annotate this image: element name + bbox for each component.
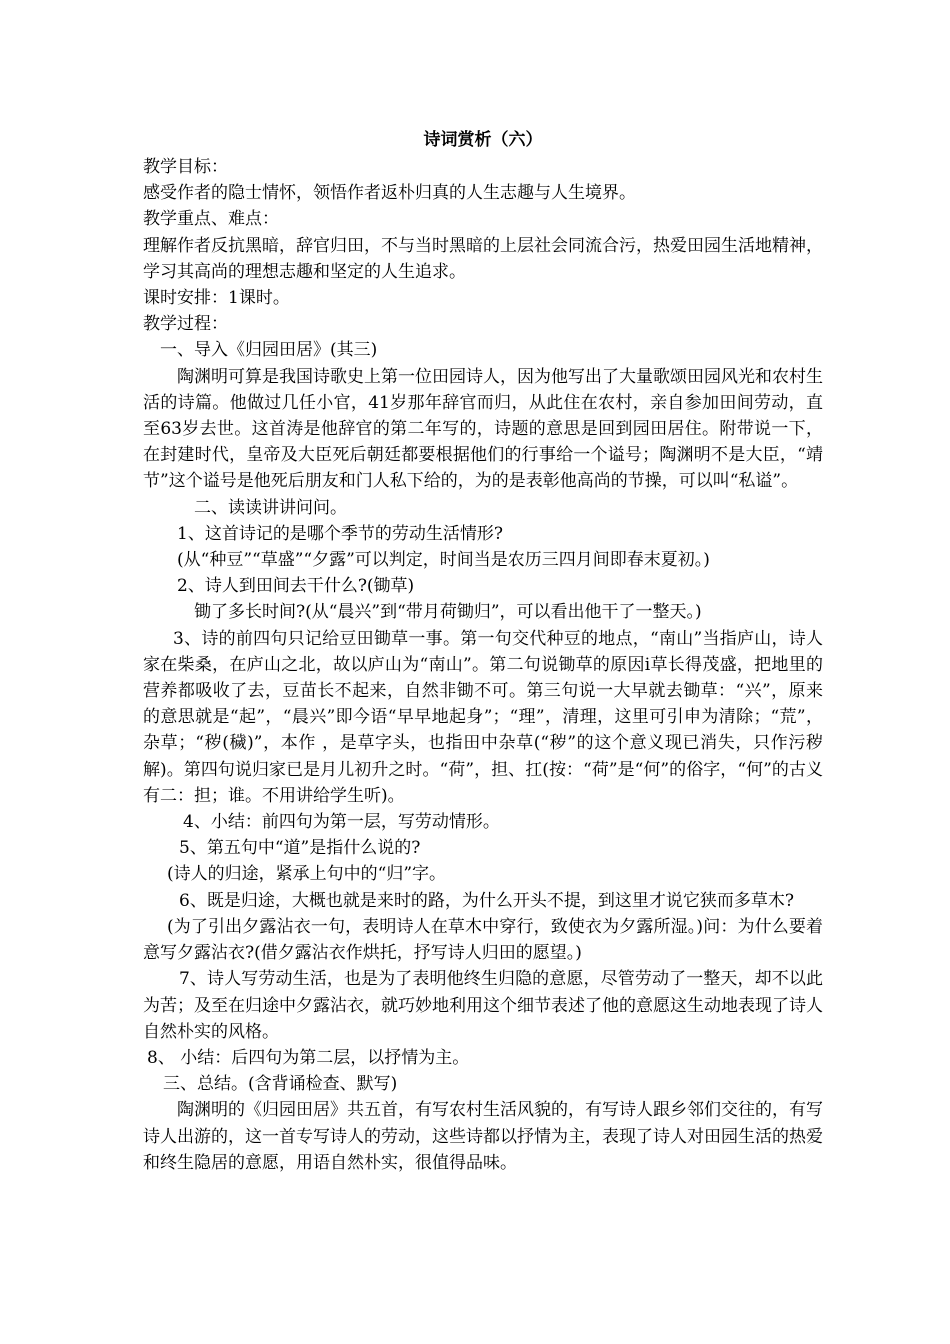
question-2: 2、诗人到田间去干什么?(锄草) xyxy=(177,576,415,597)
document-title: 诗词赏析（六） xyxy=(423,130,543,150)
objective-heading: 教学目标： xyxy=(143,157,228,177)
key-points-text: 理解作者反抗黑暗，辞官归田，不与当时黑暗的上层社会同流合污，热爱田园生活地精神，学习其高尚的理想志趣和坚定的人生追求。 xyxy=(143,235,823,282)
objective-text: 感受作者的隐士情怀，领悟作者返朴归真的人生志趣与人生境界。 xyxy=(143,183,636,204)
question-4: 4、小结：前四句为第一层，写劳动情形。 xyxy=(183,812,500,833)
document-body xyxy=(143,126,823,1176)
answer-6: (为了引出夕露沾衣一句，表明诗人在草木中穿行，致使衣为夕露所湿。)问：为什么要着意写夕露沾衣?(借夕露沾衣作烘托，抒写诗人归田的愿望。) xyxy=(143,916,823,964)
section-3-heading: 三、总结。(含背诵检查、默写) xyxy=(163,1074,398,1095)
answer-1: (从“种豆”“草盛”“夕露”可以判定，时间当是农历三四月间即春末夏初。) xyxy=(177,550,710,571)
section-1-paragraph: 陶渊明可算是我国诗歌史上第一位田园诗人，因为他写出了大量歌颂田园风光和农村生活的诗篇。他做过几任小官，41岁那年辞官而归，从此住在农村，亲自参加田间劳动，直至63岁去世。这首涛是他辞官的第二年写的，诗题的意思是回到园田居住。附带说一下，在封建时代，皇帝及大臣死后朝廷都要根据他们的行事给一个谥号；陶渊明不是大臣，“靖节”这个谥号是他死后朋友和门人私下给的，为的是表彰他高尚的节操，可以叫“私谥”。 xyxy=(143,366,823,492)
section-2-heading: 二、读读讲讲问问。 xyxy=(194,497,347,518)
schedule-text: 课时安排：1课时。 xyxy=(143,288,290,309)
question-2-followup: 锄了多长时间?(从“晨兴”到“带月荷锄归”，可以看出他干了一整天。) xyxy=(194,602,702,623)
question-1: 1、这首诗记的是哪个季节的劳动生活情形? xyxy=(177,523,503,544)
question-3: 3、诗的前四句只记给豆田锄草一事。第一句交代种豆的地点，“南山”当指庐山，诗人家在柴桑，在庐山之北，故以庐山为“南山”。第二句说锄草的原因i草长得茂盛，把地里的营养都吸收了去，豆苗长不起来，自然非锄不可。第三句说一大早就去锄草：“兴”，原来的意思就是“起”，“晨兴”即今语“早早地起身”；“理”，清理，这里可引申为清除；“荒”，杂草；“秽(穢)”，本作 ，是草字头，也指田中杂草(“秽”的这个意义现已消失，只作污秽解)。第四句说归家已是月儿初升之时。“荷”，担、扛(按：“荷”是“何”的俗字，“何”的古义有二：担；谁。不用讲给学生听)。 xyxy=(143,628,823,806)
question-7: 7、诗人写劳动生活，也是为了表明他终生归隐的意愿，尽管劳动了一整天，却不以此为苦；及至在归途中夕露沾衣，就巧妙地利用这个细节表述了他的意愿这生动地表现了诗人自然朴实的风格。 xyxy=(143,969,823,1042)
key-points-heading: 教学重点、难点： xyxy=(143,209,279,230)
question-8: 8、 小结：后四句为第二层，以抒情为主。 xyxy=(147,1047,470,1068)
question-6: 6、既是归途，大概也就是来时的路，为什么开头不提，到这里才说它狭而多草木? xyxy=(179,890,794,911)
process-heading: 教学过程： xyxy=(143,314,228,335)
section-3-paragraph: 陶渊明的《归园田居》共五首，有写农村生活风貌的，有写诗人跟乡邻们交往的，有写诗人出游的，这一首专写诗人的劳动，这些诗都以抒情为主，表现了诗人对田园生活的热爱和终生隐居的意愿，用语自然朴实，很值得品味。 xyxy=(143,1100,823,1173)
section-1-heading: 一、导入《归园田居》(其三) xyxy=(160,340,378,361)
answer-5: (诗人的归途，紧承上句中的“归”字。 xyxy=(167,864,447,885)
question-5: 5、第五句中“道”是指什么说的? xyxy=(179,838,421,859)
